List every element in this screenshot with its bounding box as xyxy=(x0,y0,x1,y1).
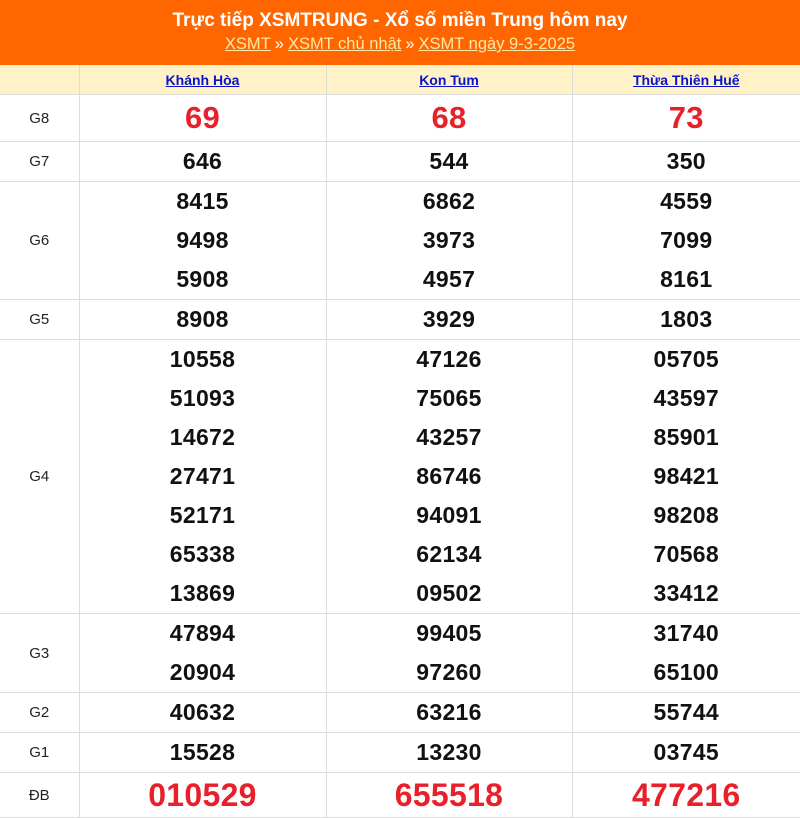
province-header xyxy=(326,65,572,95)
result-number: 655518 xyxy=(327,773,572,817)
result-cell xyxy=(326,340,572,614)
result-cell xyxy=(79,733,326,773)
result-number: 10558 xyxy=(80,340,326,379)
result-number: 70568 xyxy=(573,535,800,574)
prize-label: G4 xyxy=(0,340,79,614)
province-link-khanh-hoa[interactable]: Khánh Hòa xyxy=(166,72,240,88)
result-number: 47126 xyxy=(327,340,572,379)
result-number: 4957 xyxy=(327,260,572,299)
header-row xyxy=(0,65,800,95)
prize-row-g1 xyxy=(0,733,800,773)
result-cell xyxy=(326,614,572,693)
result-number: 4559 xyxy=(573,182,800,221)
result-number: 3973 xyxy=(327,221,572,260)
prize-label: G5 xyxy=(0,300,79,340)
result-number: 544 xyxy=(327,142,572,181)
prize-row-g6 xyxy=(0,182,800,300)
result-number: 3929 xyxy=(327,300,572,339)
result-number: 62134 xyxy=(327,535,572,574)
result-cell xyxy=(79,773,326,818)
result-cell xyxy=(326,693,572,733)
prize-label: G2 xyxy=(0,693,79,733)
prize-label: G8 xyxy=(0,95,79,142)
result-cell xyxy=(326,773,572,818)
prize-row-g2 xyxy=(0,693,800,733)
result-number: 75065 xyxy=(327,379,572,418)
result-number: 13230 xyxy=(327,733,572,772)
result-number: 05705 xyxy=(573,340,800,379)
result-number: 477216 xyxy=(573,773,800,817)
breadcrumb xyxy=(0,33,800,55)
result-number: 43597 xyxy=(573,379,800,418)
prize-label: G6 xyxy=(0,182,79,300)
result-cell xyxy=(79,300,326,340)
result-number: 47894 xyxy=(80,614,326,653)
province-link-thua-thien-hue[interactable]: Thừa Thiên Huế xyxy=(633,72,740,88)
result-number: 33412 xyxy=(573,574,800,613)
prize-label: G1 xyxy=(0,733,79,773)
result-cell xyxy=(572,614,800,693)
result-number: 97260 xyxy=(327,653,572,692)
result-cell xyxy=(572,142,800,182)
result-number: 20904 xyxy=(80,653,326,692)
result-cell xyxy=(572,693,800,733)
breadcrumb-xsmt-sunday[interactable]: XSMT chủ nhật xyxy=(288,35,401,53)
result-number: 94091 xyxy=(327,496,572,535)
results-table xyxy=(0,65,800,818)
result-number: 55744 xyxy=(573,693,800,732)
result-number: 8415 xyxy=(80,182,326,221)
prize-row-g5 xyxy=(0,300,800,340)
province-header xyxy=(572,65,800,95)
result-number: 69 xyxy=(80,95,326,141)
result-number: 51093 xyxy=(80,379,326,418)
prize-label: ĐB xyxy=(0,773,79,818)
result-number: 65338 xyxy=(80,535,326,574)
result-cell xyxy=(326,733,572,773)
result-cell xyxy=(572,95,800,142)
result-number: 7099 xyxy=(573,221,800,260)
breadcrumb-separator: » xyxy=(275,35,284,53)
result-cell xyxy=(79,614,326,693)
result-number: 13869 xyxy=(80,574,326,613)
result-number: 43257 xyxy=(327,418,572,457)
result-cell xyxy=(572,733,800,773)
breadcrumb-xsmt[interactable]: XSMT xyxy=(225,35,271,53)
prize-row-g7 xyxy=(0,142,800,182)
prize-row-g8 xyxy=(0,95,800,142)
prize-label: G7 xyxy=(0,142,79,182)
page-title: Trực tiếp XSMTRUNG - Xổ số miền Trung hôm nay xyxy=(0,9,800,33)
prize-row-g3 xyxy=(0,614,800,693)
result-number: 99405 xyxy=(327,614,572,653)
result-cell xyxy=(79,142,326,182)
result-cell xyxy=(79,693,326,733)
result-number: 15528 xyxy=(80,733,326,772)
breadcrumb-separator: » xyxy=(405,35,414,53)
result-cell xyxy=(572,182,800,300)
result-cell xyxy=(326,182,572,300)
result-number: 31740 xyxy=(573,614,800,653)
prize-label: G3 xyxy=(0,614,79,693)
province-link-kon-tum[interactable]: Kon Tum xyxy=(419,72,479,88)
result-number: 52171 xyxy=(80,496,326,535)
province-header xyxy=(79,65,326,95)
result-cell xyxy=(79,182,326,300)
result-number: 73 xyxy=(573,95,800,141)
result-cell xyxy=(79,340,326,614)
result-cell xyxy=(326,300,572,340)
result-number: 68 xyxy=(327,95,572,141)
breadcrumb-xsmt-date[interactable]: XSMT ngày 9-3-2025 xyxy=(419,35,576,53)
result-number: 9498 xyxy=(80,221,326,260)
result-number: 40632 xyxy=(80,693,326,732)
result-cell xyxy=(572,340,800,614)
result-number: 03745 xyxy=(573,733,800,772)
result-number: 350 xyxy=(573,142,800,181)
result-number: 5908 xyxy=(80,260,326,299)
result-cell xyxy=(572,300,800,340)
result-number: 8161 xyxy=(573,260,800,299)
result-number: 14672 xyxy=(80,418,326,457)
result-cell xyxy=(572,773,800,818)
result-number: 86746 xyxy=(327,457,572,496)
result-number: 85901 xyxy=(573,418,800,457)
result-number: 1803 xyxy=(573,300,800,339)
prize-row-g4 xyxy=(0,340,800,614)
page-banner xyxy=(0,0,800,65)
result-number: 27471 xyxy=(80,457,326,496)
result-number: 98208 xyxy=(573,496,800,535)
result-number: 6862 xyxy=(327,182,572,221)
result-number: 98421 xyxy=(573,457,800,496)
prize-header xyxy=(0,65,79,95)
result-number: 8908 xyxy=(80,300,326,339)
result-number: 646 xyxy=(80,142,326,181)
result-number: 09502 xyxy=(327,574,572,613)
result-number: 63216 xyxy=(327,693,572,732)
result-cell xyxy=(326,142,572,182)
result-cell xyxy=(79,95,326,142)
result-cell xyxy=(326,95,572,142)
result-number: 65100 xyxy=(573,653,800,692)
result-number: 010529 xyxy=(80,773,326,817)
prize-row-đb xyxy=(0,773,800,818)
